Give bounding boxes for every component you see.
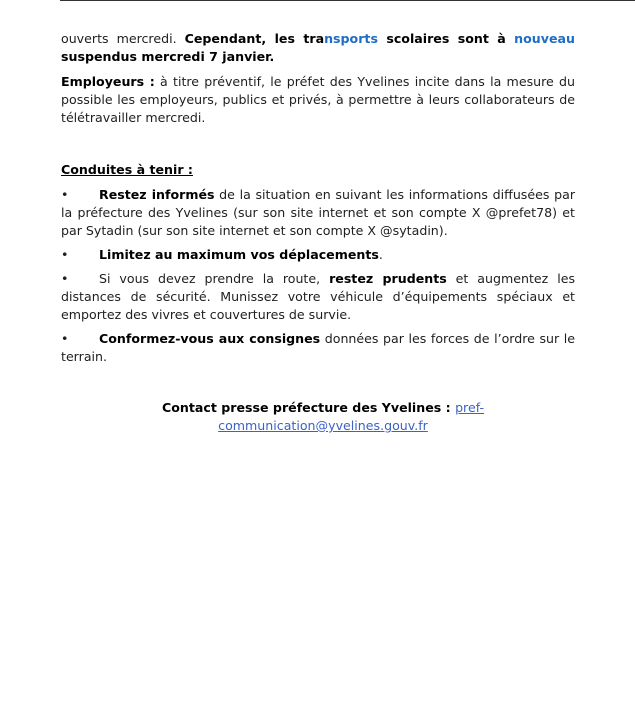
employers-label: Employeurs : [61, 74, 155, 89]
bullet-text: . [378, 247, 383, 262]
paragraph-text: à titre préventif, le préfet des Yvelines incite dans la mesure du possible les employeurs, publics et privés, à permettre à leurs collaborateurs de télétravailler mercredi. [61, 74, 575, 125]
employers-paragraph [61, 73, 575, 127]
transport-paragraph [61, 30, 575, 66]
press-release-body [61, 30, 575, 435]
section-heading: Conduites à tenir : [61, 162, 193, 177]
bullet-item-be-careful [61, 270, 575, 324]
bullet-text: Si vous devez prendre la route, [99, 271, 330, 286]
bullet-item-stay-informed [61, 186, 575, 240]
contact-label: Contact presse préfecture des Yvelines : [162, 400, 456, 415]
bold-text: scolaires sont à [377, 31, 515, 46]
press-contact [61, 399, 575, 435]
bullet-text: de la situation en suivant les informations diffusées par la préfecture des Yvelines (sur son site internet et son compte X @prefet78) et par Sytadin (sur son site internet et son compte X @sytadin). [61, 187, 575, 238]
bold-text: Restez informés [99, 187, 215, 202]
top-divider [60, 0, 635, 1]
bold-text: Limitez au maximum vos déplacements [99, 247, 379, 262]
bullet-text: et augmentez les distances de sécurité. Munissez votre véhicule d’équipements spéciaux et emportez des vivres et couvertures de survie. [61, 271, 576, 322]
bold-text: Cependant, les tra [184, 31, 325, 46]
bold-text: suspendus mercredi 7 janvier. [61, 49, 275, 64]
bullet-icon: • [61, 187, 69, 202]
bullet-icon: • [61, 247, 69, 262]
bullet-item-limit-travel [61, 246, 575, 264]
bullet-icon: • [61, 271, 69, 286]
contact-email-link[interactable]: pref-communication@yvelines.gouv.fr [218, 400, 484, 433]
bold-text: Conformez-vous aux consignes [99, 331, 321, 346]
bullet-text: données par les forces de l’ordre sur le terrain. [61, 331, 576, 364]
highlighted-text: nsports [324, 31, 378, 46]
highlighted-text: nouveau [514, 31, 575, 46]
bullet-item-follow-instructions [61, 330, 575, 366]
bold-text: restez prudents [329, 271, 447, 286]
paragraph-text: ouverts mercredi. [61, 31, 185, 46]
bullet-icon: • [61, 331, 69, 346]
